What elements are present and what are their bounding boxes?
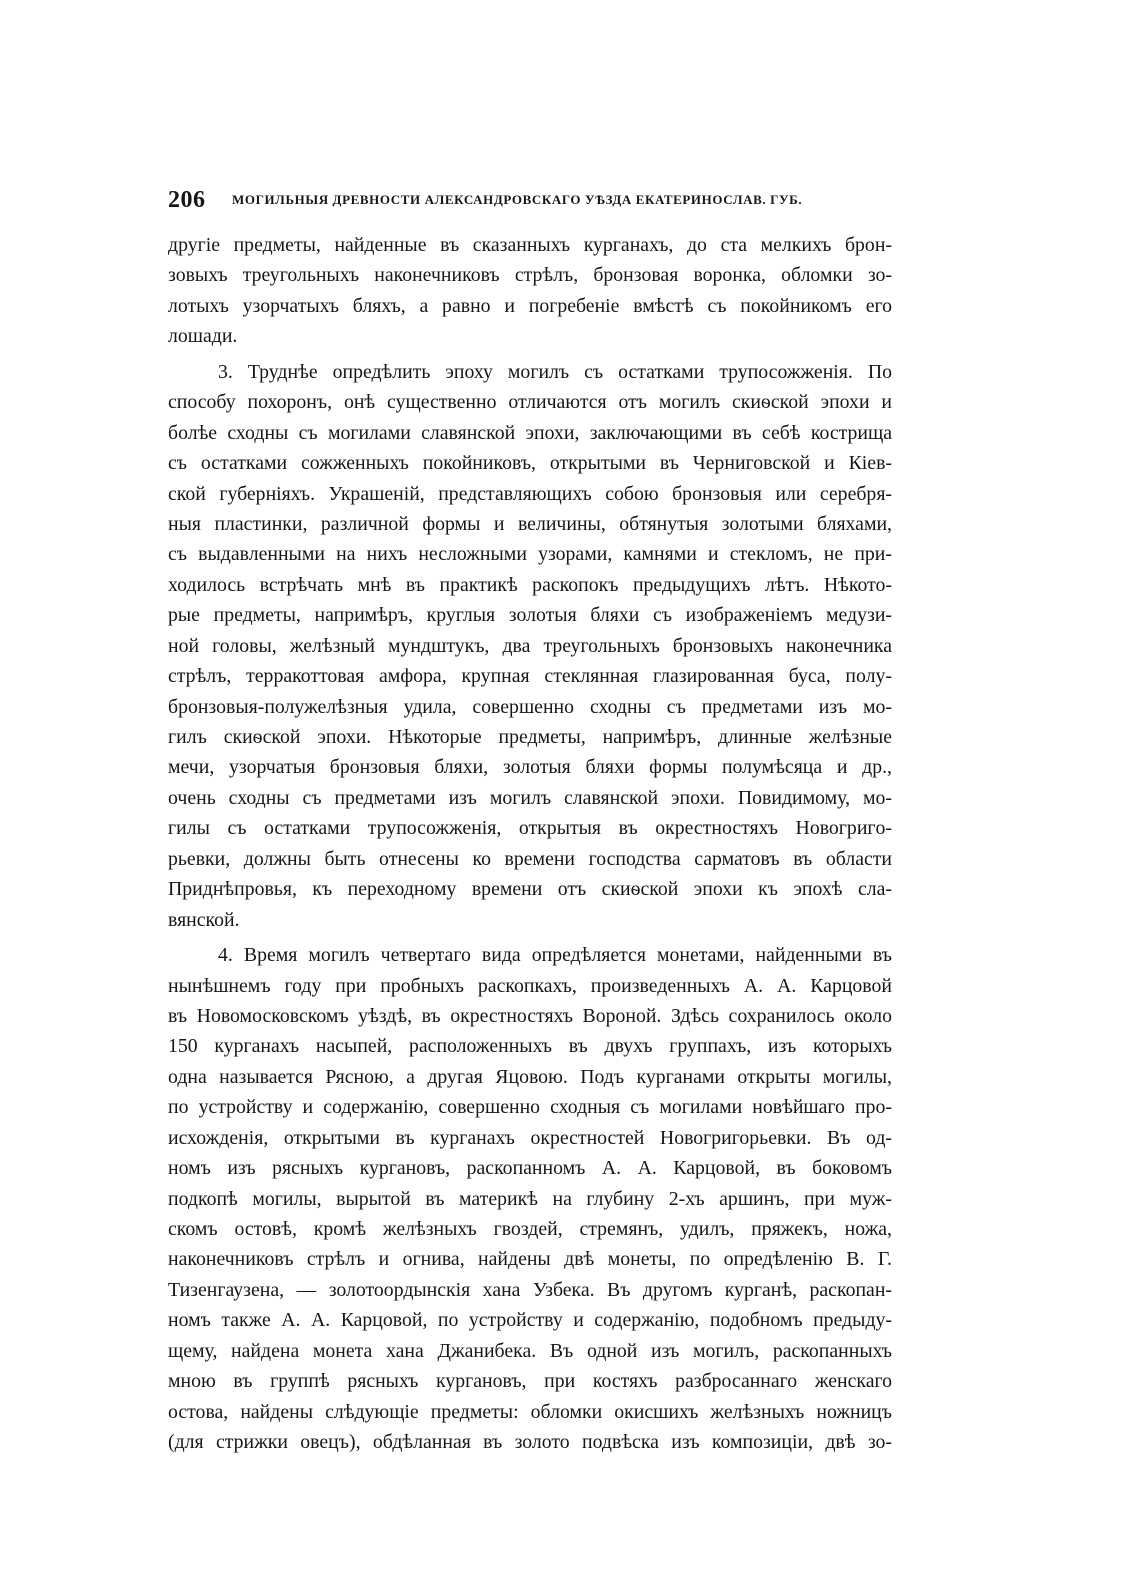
text-line: Тизенгаузена, — золотоордынскія хана Узбека. Въ другомъ курганѣ, раскопан- [168, 1278, 892, 1301]
text-line: съ выдавленными на нихъ несложными узорами, камнями и стекломъ, не при- [168, 543, 892, 566]
text-line: скомъ остовѣ, кромѣ желѣзныхъ гвоздей, стремянъ, удилъ, пряжекъ, ножа, [168, 1218, 892, 1240]
text-line: 4. Время могилъ четвертаго вида опредѣляется монетами, найденными въ [218, 944, 892, 967]
paragraph-continuation [168, 230, 892, 352]
paragraph-3 [168, 357, 892, 935]
text-line: съ остатками сожженныхъ покойниковъ, открытыми въ Черниговской и Кіев- [168, 452, 892, 475]
text-line: Приднѣпровья, къ переходному времени отъ скиѳской эпохи къ эпохѣ сла- [168, 878, 892, 901]
text-line: ской губерніяхъ. Украшеній, представляющихъ собою бронзовыя или серебря- [168, 482, 892, 505]
paragraph-4 [168, 940, 892, 1457]
text-line: ходилось встрѣчать мнѣ въ практикѣ раскопокъ предыдущихъ лѣтъ. Нѣкото- [168, 573, 892, 596]
text-line: способу похоронъ, онѣ существенно отличаются отъ могилъ скиѳской эпохи и [168, 391, 892, 414]
page-number: 206 [168, 187, 206, 213]
text-line: болѣе сходны съ могилами славянской эпохи, заключающими въ себѣ кострища [168, 421, 892, 444]
text-line: вянской. [168, 908, 240, 931]
text-line: мечи, узорчатыя бронзовыя бляхи, золотыя бляхи формы полумѣсяца и др., [168, 756, 892, 779]
text-line: исхожденія, открытыми въ курганахъ окрестностей Новогригорьевки. Въ од- [168, 1126, 892, 1149]
text-line: по устройству и содержанію, совершенно сходныя съ могилами новѣйшаго про- [168, 1096, 892, 1119]
text-line: стрѣлъ, терракоттовая амфора, крупная стеклянная глазированная буса, полу- [168, 665, 892, 688]
text-line: 150 курганахъ насыпей, расположенныхъ въ двухъ группахъ, изъ которыхъ [168, 1035, 892, 1058]
text-line: наконечниковъ стрѣлъ и огнива, найдены двѣ монеты, по опредѣленію В. Г. [168, 1248, 892, 1271]
text-line: зовыхъ треугольныхъ наконечниковъ стрѣлъ, бронзовая воронка, обломки зо- [168, 264, 892, 287]
text-line: (для стрижки овецъ), обдѣланная въ золото подвѣска изъ композиціи, двѣ зо- [168, 1431, 892, 1454]
text-line: номъ также А. А. Карцовой, по устройству и содержанію, подобномъ предыду- [168, 1309, 892, 1332]
text-line: щему, найдена монета хана Джанибека. Въ одной изъ могилъ, раскопанныхъ [168, 1339, 892, 1362]
running-title: МОГИЛЬНЫЯ ДРЕВНОСТИ АЛЕКСАНДРОВСКАГО УѢЗДА ЕКАТЕРИНОСЛАВ. ГУБ. [232, 192, 803, 207]
text-line: подкопѣ могилы, вырытой въ материкѣ на глубину 2-хъ аршинъ, при муж- [168, 1187, 892, 1210]
text-line: мною въ группѣ рясныхъ кургановъ, при костяхъ разбросаннаго женскаго [168, 1370, 892, 1393]
text-line: въ Новомосковскомъ уѣздѣ, въ окрестностяхъ Вороной. Здѣсь сохранилось около [168, 1004, 892, 1027]
text-line: ной головы, желѣзный мундштукъ, два треугольныхъ бронзовыхъ наконечника [168, 634, 892, 657]
text-line: номъ изъ рясныхъ кургановъ, раскопанномъ А. А. Карцовой, въ боковомъ [168, 1157, 892, 1180]
text-line: рые предметы, напримѣръ, круглыя золотыя бляхи съ изображеніемъ медузи- [168, 604, 892, 627]
text-line: лотыхъ узорчатыхъ бляхъ, а равно и погребеніе вмѣстѣ съ покойникомъ его [168, 294, 892, 317]
text-line: очень сходны съ предметами изъ могилъ славянской эпохи. Повидимому, мо- [168, 786, 892, 809]
text-line: гилы съ остатками трупосожженія, открытыя въ окрестностяхъ Новогригo- [168, 817, 892, 840]
body-text [168, 230, 892, 1463]
text-line: одна называется Рясною, а другая Яцовою. Подъ курганами открыты могилы, [168, 1065, 892, 1088]
text-line: лошади. [168, 325, 238, 348]
text-line: нынѣшнемъ году при пробныхъ раскопкахъ, произведенныхъ А. А. Карцовой [168, 974, 892, 997]
text-line: 3. Труднѣе опредѣлить эпоху могилъ съ остатками трупосожженія. По [218, 360, 892, 383]
text-line: гилъ скиѳской эпохи. Нѣкоторые предметы, напримѣръ, длинные желѣзные [168, 726, 892, 748]
text-line: рьевки, должны быть отнесены ко времени господства сарматовъ въ области [168, 847, 892, 870]
text-line: бронзовыя-полужелѣзныя удила, совершенно сходны съ предметами изъ мо- [168, 695, 892, 718]
page-header [168, 185, 898, 215]
text-line: другіе предметы, найденные въ сказанныхъ курганахъ, до ста мелкихъ брон- [168, 234, 892, 256]
text-line: остова, найдены слѣдующіе предметы: обломки окисшихъ желѣзныхъ ножницъ [168, 1400, 892, 1423]
text-line: ныя пластинки, различной формы и величины, обтянутыя золотыми бляхами, [168, 512, 892, 535]
